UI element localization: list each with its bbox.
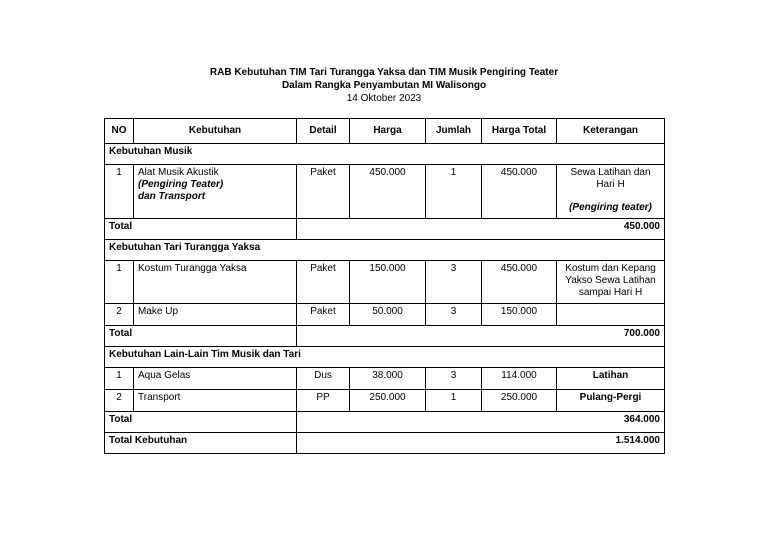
keterangan-text: Sewa Latihan dan Hari H bbox=[570, 167, 651, 190]
cell-harga-total: 114.000 bbox=[482, 368, 557, 390]
cell-detail: Paket bbox=[297, 165, 350, 219]
cell-keterangan bbox=[557, 304, 665, 326]
document-title bbox=[0, 66, 768, 105]
grand-total-value: 1.514.000 bbox=[297, 433, 665, 454]
section-heading-row bbox=[105, 240, 665, 261]
cell-harga-total: 450.000 bbox=[482, 261, 557, 304]
table-row bbox=[105, 165, 665, 219]
cell-detail: Paket bbox=[297, 261, 350, 304]
cell-detail: PP bbox=[297, 390, 350, 412]
cell-harga: 38.000 bbox=[350, 368, 426, 390]
table-row bbox=[105, 390, 665, 412]
total-label: Total bbox=[105, 326, 297, 347]
cell-harga: 50.000 bbox=[350, 304, 426, 326]
cell-jumlah: 3 bbox=[426, 261, 482, 304]
col-header-detail: Detail bbox=[297, 119, 350, 144]
cell-kebutuhan: Transport bbox=[134, 390, 297, 412]
section-heading: Kebutuhan Musik bbox=[105, 144, 665, 165]
cell-keterangan: Latihan bbox=[557, 368, 665, 390]
cell-jumlah: 1 bbox=[426, 165, 482, 219]
col-header-harga: Harga bbox=[350, 119, 426, 144]
cell-harga-total: 250.000 bbox=[482, 390, 557, 412]
total-label: Total bbox=[105, 412, 297, 433]
budget-table bbox=[104, 118, 665, 454]
total-label: Total bbox=[105, 219, 297, 240]
total-value: 364.000 bbox=[297, 412, 665, 433]
cell-kebutuhan: Kostum Turangga Yaksa bbox=[134, 261, 297, 304]
cell-detail: Dus bbox=[297, 368, 350, 390]
cell-harga: 150.000 bbox=[350, 261, 426, 304]
item-note: dan Transport bbox=[138, 191, 206, 202]
item-name: Alat Musik Akustik bbox=[138, 167, 219, 178]
col-header-kebutuhan: Kebutuhan bbox=[134, 119, 297, 144]
table-header-row bbox=[105, 119, 665, 144]
cell-no: 1 bbox=[105, 165, 134, 219]
cell-no: 2 bbox=[105, 390, 134, 412]
col-header-jumlah: Jumlah bbox=[426, 119, 482, 144]
cell-harga-total: 450.000 bbox=[482, 165, 557, 219]
cell-detail: Paket bbox=[297, 304, 350, 326]
section-total-row bbox=[105, 326, 665, 347]
cell-no: 1 bbox=[105, 368, 134, 390]
cell-harga: 250.000 bbox=[350, 390, 426, 412]
section-total-row bbox=[105, 219, 665, 240]
cell-jumlah: 3 bbox=[426, 368, 482, 390]
grand-total-row bbox=[105, 433, 665, 454]
cell-no: 2 bbox=[105, 304, 134, 326]
cell-kebutuhan: Make Up bbox=[134, 304, 297, 326]
section-heading: Kebutuhan Tari Turangga Yaksa bbox=[105, 240, 665, 261]
col-header-keterangan: Keterangan bbox=[557, 119, 665, 144]
cell-kebutuhan bbox=[134, 165, 297, 219]
col-header-harga-total: Harga Total bbox=[482, 119, 557, 144]
cell-keterangan bbox=[557, 165, 665, 219]
title-line-2: Dalam Rangka Penyambutan MI Walisongo bbox=[281, 80, 487, 91]
section-heading-row bbox=[105, 144, 665, 165]
title-line-1: RAB Kebutuhan TIM Tari Turangga Yaksa dan TIM Musik Pengiring Teater bbox=[209, 67, 559, 78]
cell-harga-total: 150.000 bbox=[482, 304, 557, 326]
keterangan-note: (Pengiring teater) bbox=[569, 202, 652, 213]
cell-jumlah: 3 bbox=[426, 304, 482, 326]
item-note: (Pengiring Teater) bbox=[138, 179, 224, 190]
cell-harga: 450.000 bbox=[350, 165, 426, 219]
grand-total-label: Total Kebutuhan bbox=[105, 433, 297, 454]
cell-jumlah: 1 bbox=[426, 390, 482, 412]
title-date: 14 Oktober 2023 bbox=[346, 93, 422, 104]
table-row bbox=[105, 304, 665, 326]
table-row bbox=[105, 368, 665, 390]
cell-keterangan: Kostum dan Kepang Yakso Sewa Latihan sampai Hari H bbox=[557, 261, 665, 304]
section-total-row bbox=[105, 412, 665, 433]
total-value: 450.000 bbox=[297, 219, 665, 240]
cell-no: 1 bbox=[105, 261, 134, 304]
cell-kebutuhan: Aqua Gelas bbox=[134, 368, 297, 390]
total-value: 700.000 bbox=[297, 326, 665, 347]
section-heading-row bbox=[105, 347, 665, 368]
section-heading: Kebutuhan Lain-Lain Tim Musik dan Tari bbox=[105, 347, 665, 368]
table-row bbox=[105, 261, 665, 304]
col-header-no: NO bbox=[105, 119, 134, 144]
cell-keterangan: Pulang-Pergi bbox=[557, 390, 665, 412]
